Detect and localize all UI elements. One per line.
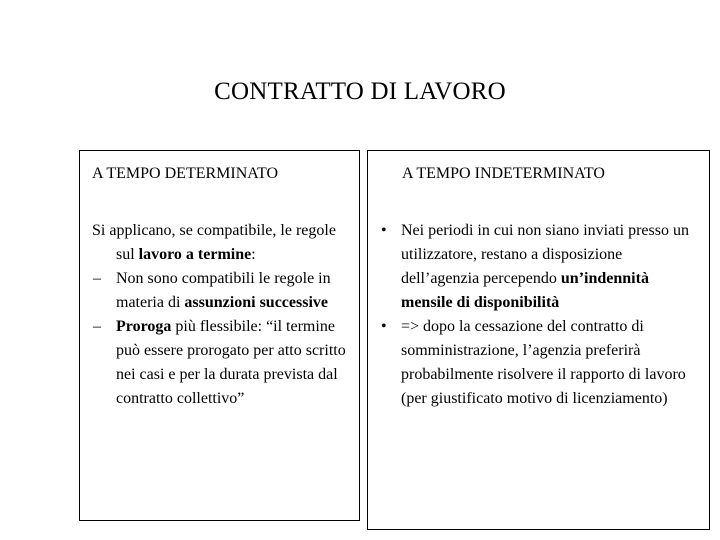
permanent-heading: A TEMPO INDETERMINATO [402,165,605,182]
intro-text: Si applicano, se compatibile, le regole sul [92,222,336,263]
item-suffix: più flessibile: “il termine può essere prorogato per atto scritto nei casi e per la durata prevista dal contratto collettivo” [116,318,346,407]
bullet-marker: • [381,222,387,239]
fixed-term-intro [92,219,358,267]
item-emphasis: Proroga [116,318,172,335]
list-item [92,267,358,315]
page-title: CONTRATTO DI LAVORO [214,78,506,105]
fixed-term-box [79,150,360,521]
fixed-term-body [92,219,358,411]
list-item [380,315,700,411]
permanent-body [380,219,700,411]
fixed-term-heading: A TEMPO DETERMINATO [92,165,279,182]
dash-marker: – [93,318,101,335]
list-item [380,219,700,315]
intro-emphasis: lavoro a termine [138,246,252,263]
item-text: Nei periodi in cui non siano inviati presso un utilizzatore, restano a disposizione dell’agenzia percependo [401,222,689,287]
list-item [92,315,358,411]
item-text: Non sono compatibili le regole in materia di [116,270,331,311]
permanent-box [367,150,710,530]
dash-marker: – [93,270,101,287]
item-emphasis: un’indennità mensile di disponibilità [401,270,649,311]
item-emphasis: assunzioni successive [184,294,328,311]
bullet-marker: • [381,318,387,335]
intro-suffix: : [251,246,256,263]
item-text: => dopo la cessazione del contratto di somministrazione, l’agenzia preferirà probabilmente risolvere il rapporto di lavoro (per giustificato motivo di licenziamento) [401,318,686,407]
